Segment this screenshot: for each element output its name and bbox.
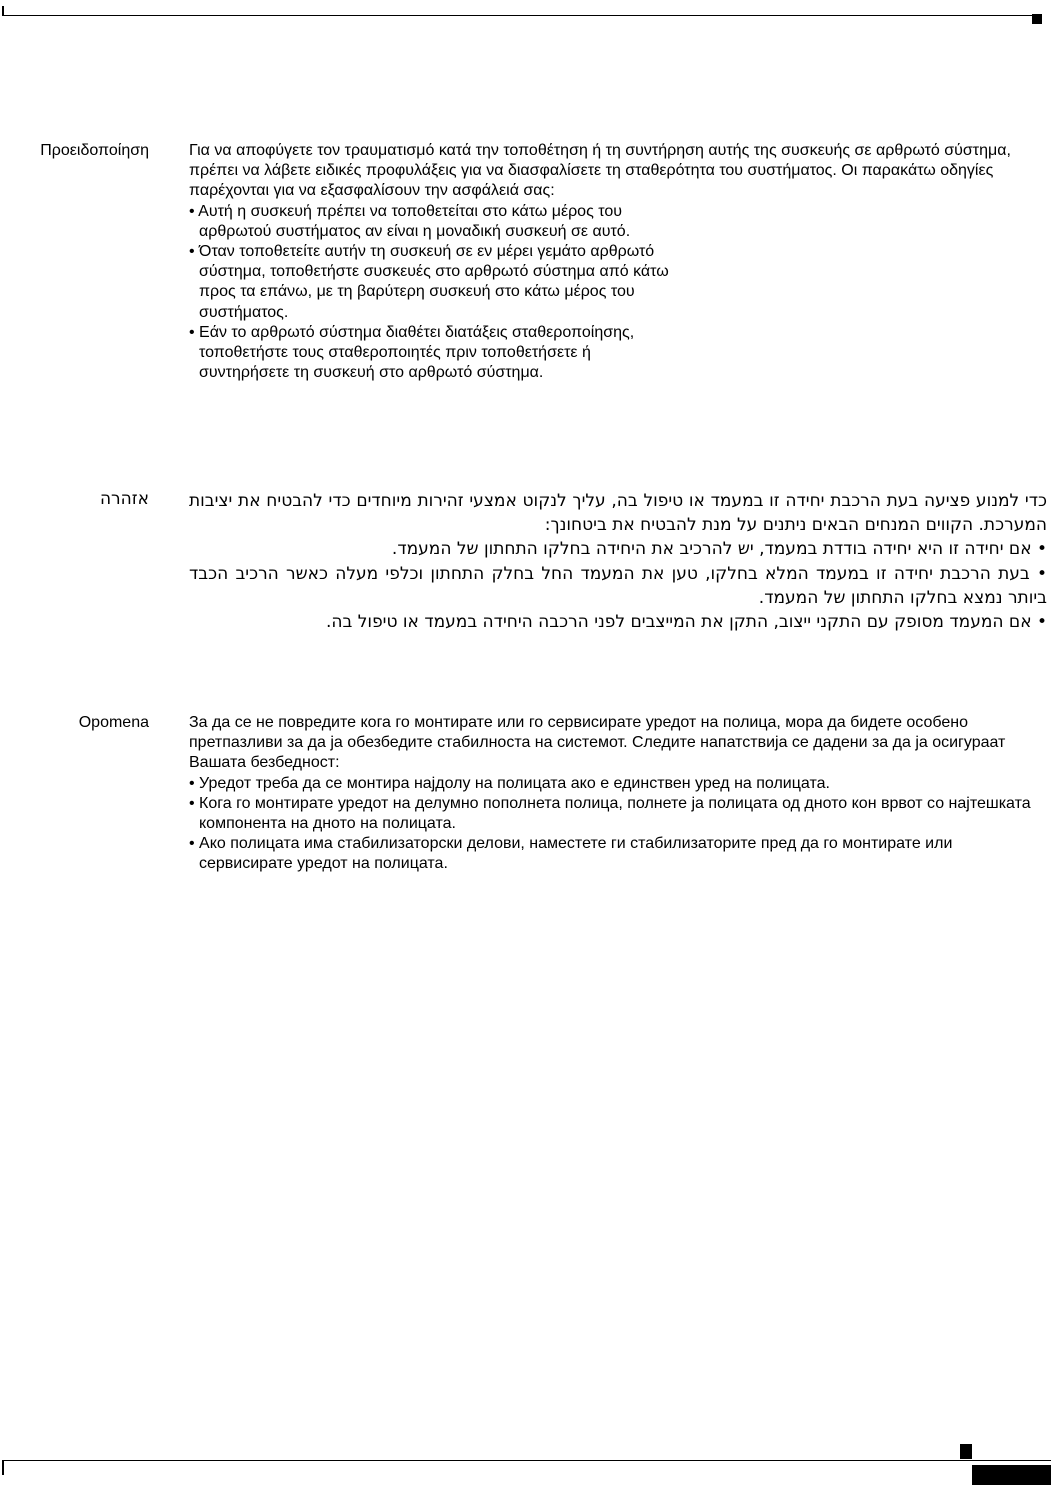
warning-bullet: • Кога го монтирате уредот на делумно пополнета полица, полнете ја полицата од дното кон врвот со најтешката компонента на дното на полицата. xyxy=(189,794,1031,833)
warning-label: Opomena xyxy=(78,714,149,731)
warning-bullet: • Αυτή η συσκευή πρέπει να τοποθετείται στο κάτω μέρος του αρθρωτού συστήματος αν είναι η μοναδική συσκευή σε αυτό. xyxy=(189,202,631,240)
warning-body xyxy=(189,713,1039,875)
warning-bullet: • Εάν το αρθρωτό σύστημα διαθέτει διατάξεις σταθεροποίησης, τοποθετήστε τους σταθεροποιητές πριν τοποθετήσετε ή συντηρήσετε τη συσκευή στο αρθρωτό σύστημα. xyxy=(189,323,635,382)
warning-intro: Για να αποφύγετε τον τραυματισμό κατά την τοποθέτηση ή τη συντήρηση αυτής της συσκευής σε αρθρωτό σύστημα, πρέπει να λάβετε ειδικές προφυλάξεις για να διασφαλίσετε τη σταθερότητα του συστήματος. Οι παρακάτω οδηγίες παρέχονται για να εξασφαλίσουν την ασφάλειά σας: xyxy=(189,142,1011,200)
warning-label: Προειδοποίηση xyxy=(40,142,149,159)
warning-bullet: • Όταν τοποθετείτε αυτήν τη συσκευή σε εν μέρει γεμάτο αρθρωτό σύστημα, τοποθετήστε συσκευές στο αρθρωτό σύστημα από κάτω προς τα επάνω, με τη βαρύτερη συσκευή στο κάτω μέρος του συστήματος. xyxy=(189,243,669,321)
warning-bullet: • אם יחידה זו היא יחידה בודדת במעמד, יש להרכיב את היחידה בחלקו התחתון של המעמד. xyxy=(391,539,1047,560)
warning-intro: כדי למנוע פציעה בעת הרכבת יחידה זו במעמד או טיפול בה, עליך לנקוט אמצעי זהירות מיוחדים כדי להבטיח את יציבות המערכת. הקווים המנחים הבאים ניתנים על מנת להבטיח את ביטחונך: xyxy=(189,491,1047,536)
warning-body xyxy=(189,489,1047,634)
warning-bullet: • Уредот треба да се монтира најдолу на полицата ако е единствен уред на полицата. xyxy=(189,774,830,792)
header-mark xyxy=(1032,14,1042,24)
warning-intro: За да се не повредите кога го монтирате или го сервисирате уредот на полица, мора да бидете особено претпазливи за да ја обезбедите стабилноста на системот. Следите напатствија се дадени за да ја осигураат Вашата безбедност: xyxy=(189,714,1006,772)
warning-bullets xyxy=(189,202,679,384)
footer-page-tab xyxy=(972,1465,1051,1485)
warning-label: אזהרה xyxy=(99,489,149,509)
header-rule xyxy=(2,15,1033,16)
warning-bullet: • אם המעמד מסופק עם התקני ייצוב, התקן את המייצבים לפני הרכבה היחידה במעמד או טיפול בה. xyxy=(326,612,1047,633)
warning-bullet: • Ако полицата има стабилизаторски делови, наместете ги стабилизаторите пред да го монтирате или сервисирате уредот на полицата. xyxy=(189,835,953,873)
warning-bullet: • בעת הרכבת יחידה זו במעמד המלא בחלקו, טען את המעמד החל בחלק התחתון וכלפי מעלה כאשר הרכיב הכבד ביותר נמצא בחלקו התחתון של המעמד. xyxy=(189,563,1047,608)
footer-tick xyxy=(2,1461,4,1475)
footer-rule xyxy=(2,1460,1051,1461)
warning-body xyxy=(189,141,1019,383)
footer-mark xyxy=(960,1444,972,1459)
